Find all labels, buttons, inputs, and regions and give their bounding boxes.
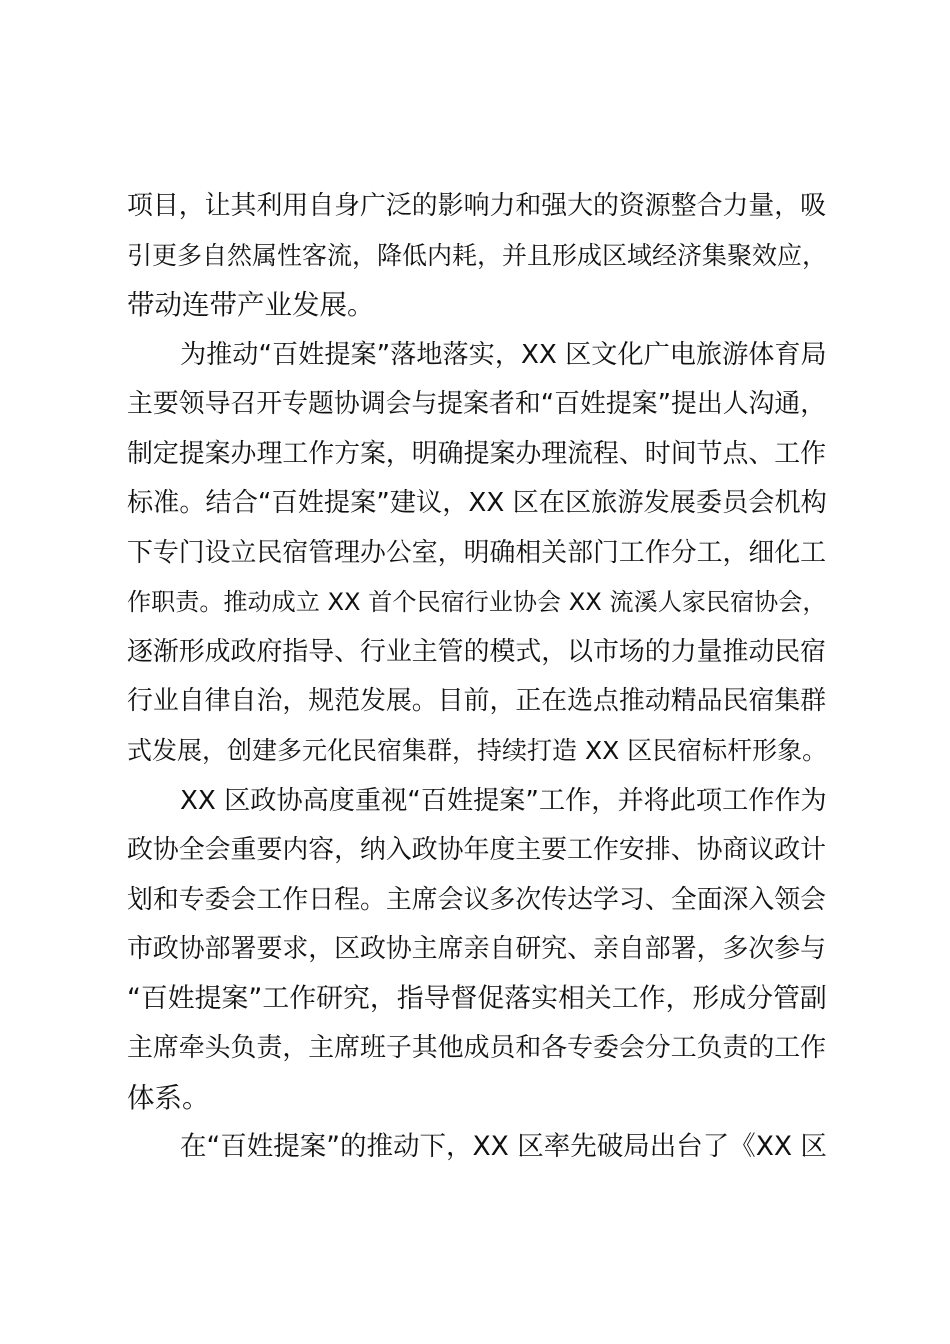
paragraph-start-line: 为推动“百姓提案”落地落实，XX 区文化广电旅游体育局 xyxy=(180,340,827,370)
text-line: 主席牵头负责，主席班子其他成员和各专委会分工负责的工作 xyxy=(127,1033,827,1063)
text-line: 政协全会重要内容，纳入政协年度主要工作安排、协商议政计 xyxy=(127,835,827,865)
text-line: 式发展，创建多元化民宿集群，持续打造 XX 区民宿标杆形象。 xyxy=(127,736,828,765)
text-line: 下专门设立民宿管理办公室，明确相关部门工作分工，细化工 xyxy=(127,538,827,568)
text-line: 行业自律自治，规范发展。目前，正在选点推动精品民宿集群 xyxy=(127,686,827,716)
text-line: 引更多自然属性客流，降低内耗，并且形成区域经济集聚效应， xyxy=(127,241,828,270)
text-line: 体系。 xyxy=(127,1082,210,1114)
text-line: 主要领导召开专题协调会与提案者和“百姓提案”提出人沟通， xyxy=(127,389,827,419)
text-line: “百姓提案”工作研究，指导督促落实相关工作，形成分管副 xyxy=(127,983,827,1014)
paragraph-start-line: XX 区政协高度重视“百姓提案”工作，并将此项工作作为 xyxy=(180,786,827,816)
text-line: 制定提案办理工作方案，明确提案办理流程、时间节点、工作 xyxy=(127,439,827,469)
paragraph-start-line: 在“百姓提案”的推动下，XX 区率先破局出台了《XX 区 xyxy=(180,1131,827,1162)
text-line: 逐渐形成政府指导、行业主管的模式，以市场的力量推动民宿 xyxy=(127,637,827,667)
text-line: 项目，让其利用自身广泛的影响力和强大的资源整合力量，吸 xyxy=(127,191,827,221)
text-line: 市政协部署要求，区政协主席亲自研究、亲自部署，多次参与 xyxy=(127,934,827,964)
text-line: 标准。结合“百姓提案”建议，XX 区在区旅游发展委员会机构 xyxy=(127,488,827,518)
text-line: 划和专委会工作日程。主席会议多次传达学习、全面深入领会 xyxy=(127,885,827,915)
text-line: 作职责。推动成立 XX 首个民宿行业协会 XX 流溪人家民宿协会， xyxy=(127,588,827,616)
text-line: 带动连带产业发展。 xyxy=(127,289,375,321)
